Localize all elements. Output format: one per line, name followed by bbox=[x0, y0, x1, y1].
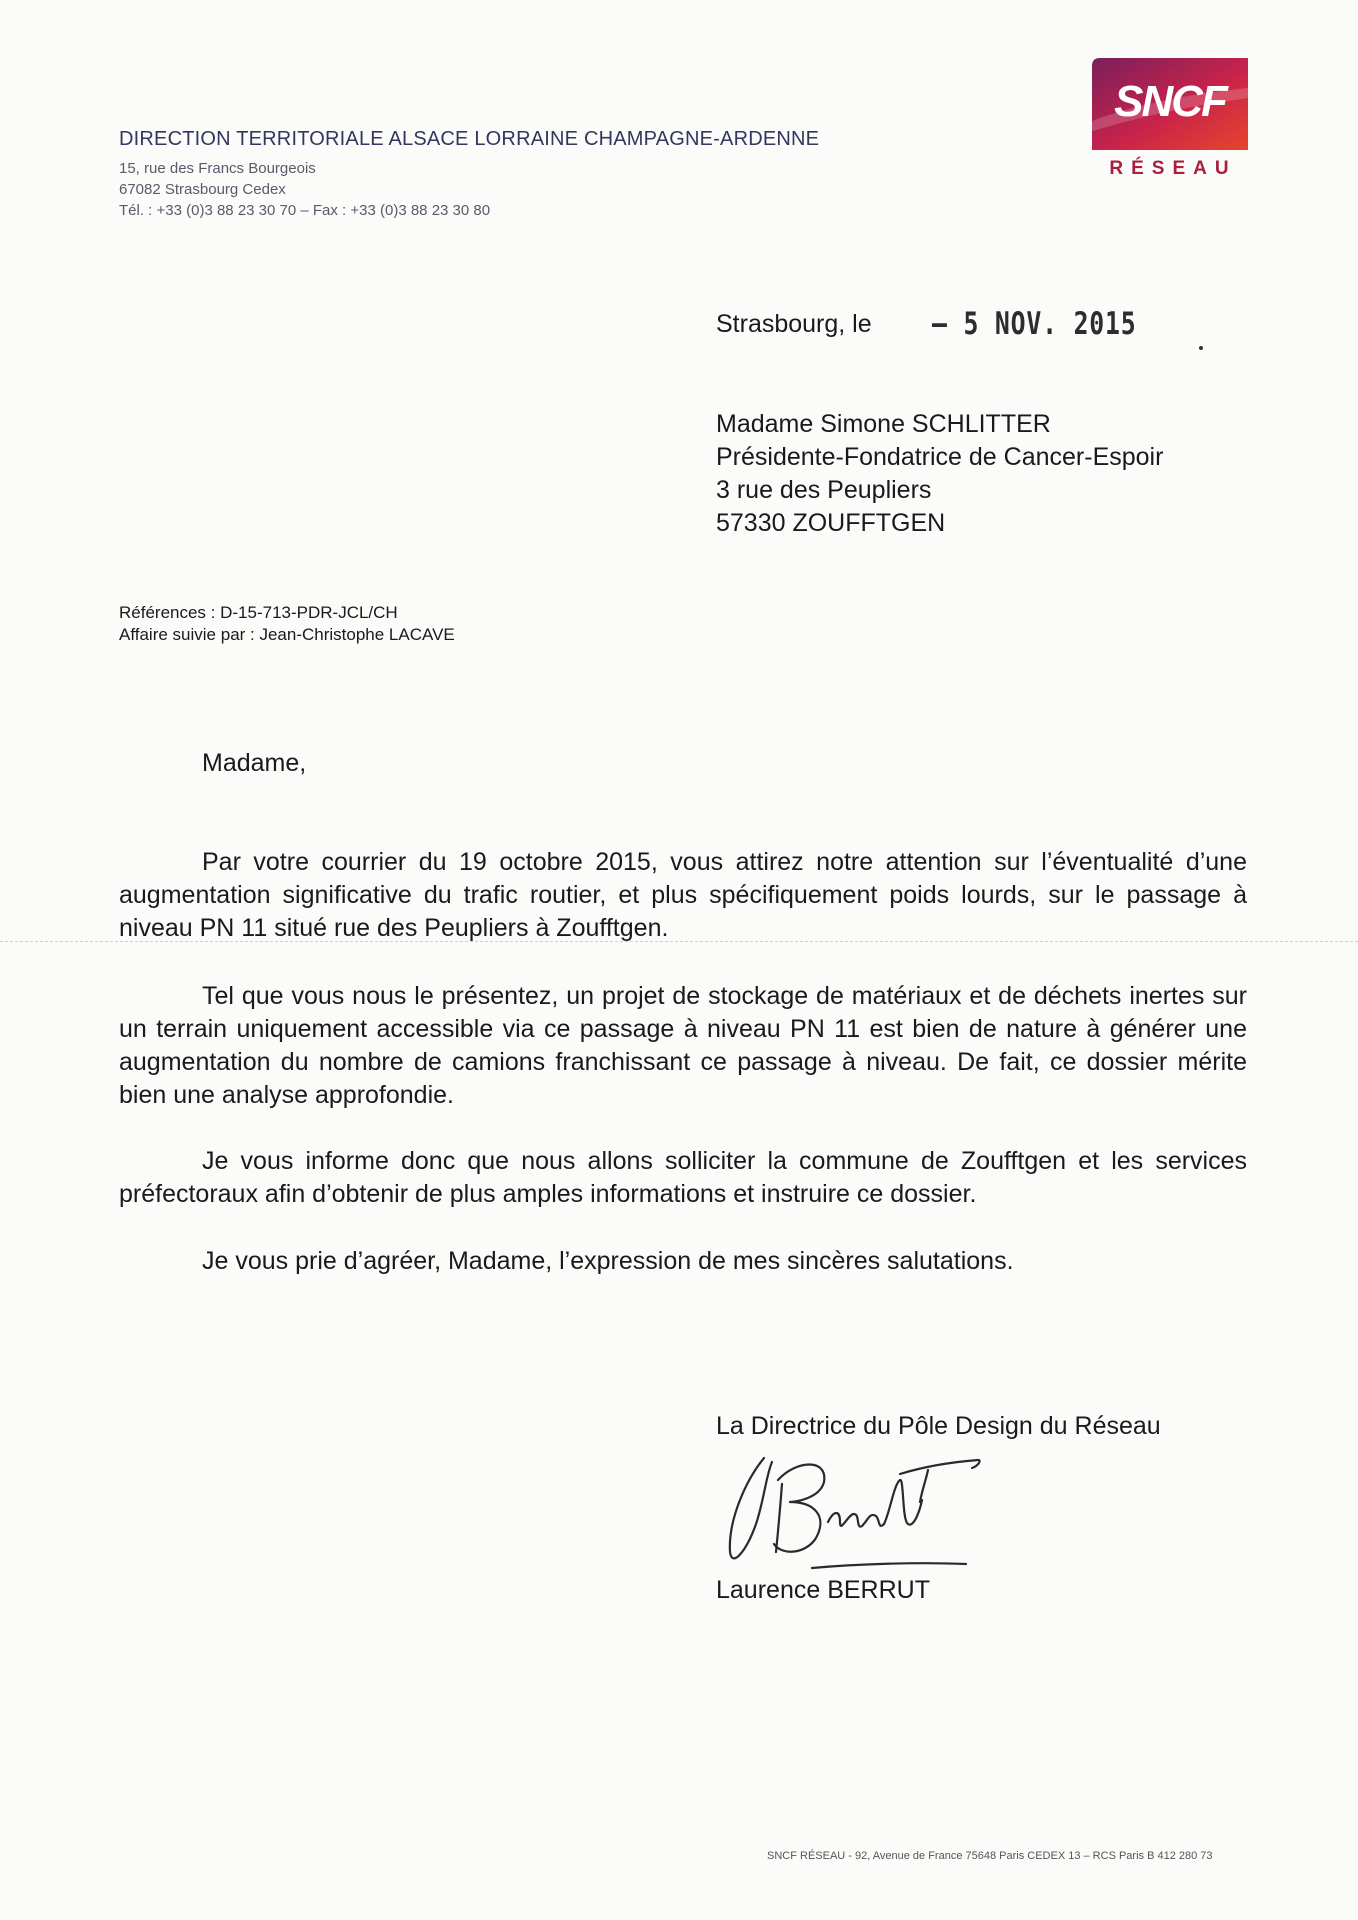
body-paragraph-3 bbox=[119, 1145, 1247, 1211]
logo-subtitle: RÉSEAU bbox=[1109, 158, 1237, 179]
recipient-name: Madame Simone SCHLITTER bbox=[716, 410, 1051, 438]
sncf-reseau-logo bbox=[1078, 58, 1258, 188]
handled-by: Affaire suivie par : Jean-Christophe LACAVE bbox=[119, 625, 455, 644]
paragraph-text: Tel que vous nous le présentez, un projet de stockage de matériaux et de déchets inertes sur un terrain uniquement accessible via ce passage à niveau PN 11 est bien de nature à générer une augmentation du nombre de camions franchissant ce passage à niveau. De fait, ce dossier mérite bien une analyse approfondie. bbox=[119, 982, 1247, 1109]
salutation: Madame, bbox=[202, 749, 307, 777]
recipient-street: 3 rue des Peupliers bbox=[716, 476, 932, 504]
sender-address-line1: 15, rue des Francs Bourgeois bbox=[119, 160, 316, 177]
sender-address-line2: 67082 Strasbourg Cedex bbox=[119, 181, 286, 198]
recipient-city: 57330 ZOUFFTGEN bbox=[716, 509, 946, 537]
paragraph-text: Je vous informe donc que nous allons solliciter la commune de Zoufftgen et les services préfectoraux afin d’obtenir de plus amples informations et instruire ce dossier. bbox=[119, 1147, 1247, 1208]
paper-fold-line bbox=[0, 941, 1358, 942]
signatory-role: La Directrice du Pôle Design du Réseau bbox=[716, 1412, 1161, 1440]
body-paragraph-2 bbox=[119, 980, 1247, 1112]
department-title: DIRECTION TERRITORIALE ALSACE LORRAINE CHAMPAGNE-ARDENNE bbox=[119, 128, 820, 150]
sncf-logo-icon bbox=[1090, 58, 1248, 150]
recipient-title: Présidente-Fondatrice de Cancer-Espoir bbox=[716, 443, 1164, 471]
sender-phone-fax: Tél. : +33 (0)3 88 23 30 70 – Fax : +33 (0)3 88 23 30 80 bbox=[119, 202, 491, 219]
sncf-logo-text: SNCF bbox=[1114, 77, 1226, 126]
date-stamp: – 5 NOV. 2015 bbox=[932, 306, 1137, 342]
paragraph-text: Par votre courrier du 19 octobre 2015, vous attirez notre attention sur l’éventualité d’une augmentation significative du trafic routier, et plus spécifiquement poids lourds, sur le passage à niveau PN 11 situé rue des Peupliers à Zoufftgen. bbox=[119, 848, 1247, 942]
reference-number: Références : D-15-713-PDR-JCL/CH bbox=[119, 603, 398, 622]
date-place: Strasbourg, le bbox=[716, 310, 872, 338]
stray-mark bbox=[1199, 346, 1203, 350]
body-paragraph-1 bbox=[119, 846, 1247, 945]
footer-legal: SNCF RÉSEAU - 92, Avenue de France 75648 Paris CEDEX 13 – RCS Paris B 412 280 73 bbox=[767, 1850, 1213, 1862]
closing-formula: Je vous prie d’agréer, Madame, l’expression de mes sincères salutations. bbox=[202, 1247, 1014, 1275]
handwritten-signature-icon bbox=[716, 1440, 986, 1575]
signatory-name: Laurence BERRUT bbox=[716, 1576, 930, 1604]
